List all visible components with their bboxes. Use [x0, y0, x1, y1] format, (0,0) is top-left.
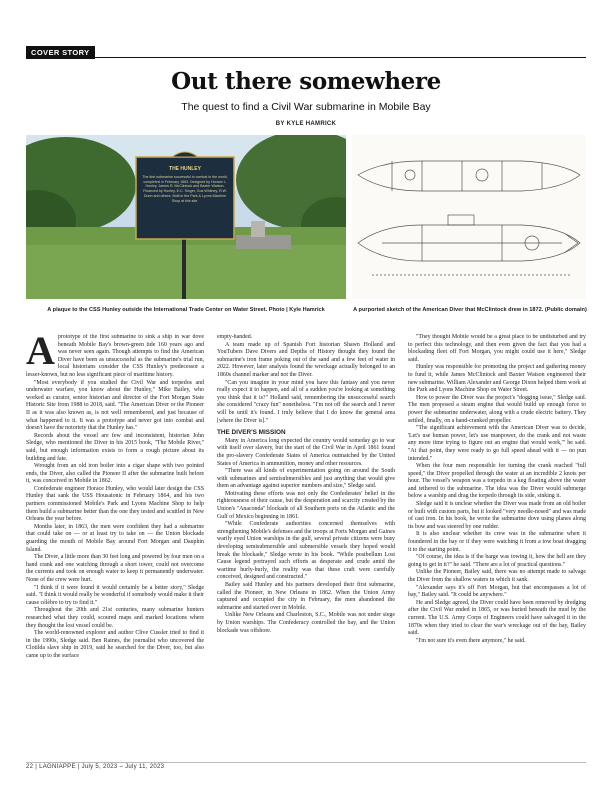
section-rule [26, 57, 586, 58]
diver-sketch [352, 135, 586, 299]
paragraph: "Alexander says it's off Fort Morgan, but that encompasses a lot of bay," Bailey said. "It could be anywhere." [408, 584, 586, 599]
paragraph: empty-handed. [217, 334, 253, 340]
paragraph: Many in America long expected the country would someday go to war with itself over slavery, but the start of the Civil War in April 1861 found the pro-slavery Confederate States of America outmatched by the United States of America in ammunition, money and other resources. [217, 437, 395, 467]
sketch-caption: A purported sketch of the American Diver that McClintock drew in 1872. (Public domain) [353, 307, 587, 313]
paragraph: The Diver, a little more than 30 feet long and powered by four men on a hand crank and one watching through a short tower, could not overcome the currents and took on enough water to keep it permanently underwater. None of the crew were hurt. [26, 554, 204, 583]
paragraph: A team made up of Spanish Fort historian Shawn Holland and YouTubers Dave Divers and Depths of History thought they found the submarine's iron frame poking out of the sand and a few feet of water in 2022. However, later analysis found the wreckage actually belonged to an 1860s channel marker and not the Diver. [217, 341, 395, 378]
column-1 [26, 334, 204, 758]
paragraph: "I think if it were found it would certainly be a better story," Sledge said. "I think it would really be wonderful if somebody would make it their cause célèbre to try to find it." [26, 584, 204, 606]
paragraph: "While Confederate authorities concerned themselves with strengthening Mobile's defenses and the troops at Forts Morgan and Gaines warily eyed Union warships in the gulf, several private citizens were busy developing semisubmersible and submersible vessels they hoped would break the blockade," Sledge wrote in his book. "While postbellum Lost Cause legend portrayed such efforts as desperate and crude amid the wartime hurly-burly, the reality was that these craft were carefully conceived, designed and constructed." [217, 521, 395, 581]
footer-rule [26, 762, 586, 763]
headline: Out there somewhere [171, 68, 441, 95]
paragraph: Throughout the 20th and 21st centuries, many submarine hunters researched what they could, scoured maps and marked locations where they thought the lost vessel could be. [26, 607, 204, 629]
paragraph: When the four men responsible for turning the crank reached "full speed," the Diver propelled through the water at an incredible 2 knots per hour. The vessel's weapon was a torpedo in a keg floating above the water and tethered to the submarine. The idea was the Diver would submerge below a warship and drag the torpedo through its side, sinking it. [408, 463, 586, 500]
paragraph: Unlike the Pioneer, Bailey said, there was no attempt made to salvage the Diver from the shallow waters in which it sank. [408, 569, 586, 583]
paragraph: "Can you imagine in your mind you have this fantasy and you never really expect it to happen, and all of a sudden you're looking at something you think that it is?" Holland said, remembering the unsuccessful search she considered "crazy fun" nonetheless. "I'm not off the search and I never will be until it's found. I truly believe that I do know the general area [where the Diver is]." [217, 379, 395, 424]
section-heading: THE DIVER'S MISSION [217, 429, 286, 437]
paragraph: "I'm not sure it's even there anymore," he said. [416, 637, 526, 644]
paragraph: Unlike New Orleans and Charleston, S.C., Mobile was not under siege by Union warships. The Confederacy controlled the bay, and the Union blockade was offshore. [217, 612, 395, 634]
paragraph: Records about the vessel are few and inconsistent, historian John Sledge, who mentioned the Diver in his 2015 book, "The Mobile River," said, but enough information exists to form a rough picture about its building and fate. [26, 432, 204, 462]
paragraph: Months later, in 1863, the men were confident they had a submarine that could take on — or at least try to take on — the Union blockade guarding the mouth of Mobile Bay around Fort Morgan and Dauphin Island. [26, 523, 204, 553]
paragraph: How to power the Diver was the project's "dogging issue," Sledge said. The men proposed a steam engine that would build up enough force to power the submarine underwater, along with a crude electric battery. They settled, finally, on a hand-cranked propeller. [408, 394, 586, 424]
paragraph: "They thought Mobile would be a great place to be undisturbed and try to perfect this technology, and then even given the fact that you had a blockading fleet off Fort Morgan, you might could use it here," Sledge said. [408, 334, 586, 363]
paragraph: "The significant achievement with the American Diver was to decide, 'Let's use human power, let's use manpower, do the crank and not waste any more time trying to figure out an engine that would work,'" he said. "At that point, they were ready to go full speed ahead with it — no pun intended." [408, 425, 586, 462]
paragraph: Confederate engineer Horace Hunley, who would later design the CSS Hunley that sank the USS Housatonic in February 1864, and his two partners commissioned Mobile's Park and Lyons Machine Shop to help them build a submarine better than the one they tested and scuttled in New Orleans the year before. [26, 485, 204, 523]
plaque-photo [26, 135, 346, 299]
paragraph: It is also unclear whether its crew was in the submarine when it foundered in the bay or if they were watching it from a tow boat dragging it to the starting point. [408, 531, 586, 553]
photo-caption: A plaque to the CSS Hunley outside the International Trade Center on Water Street. Photo | Kyle Hamrick [47, 307, 325, 313]
paragraph: Bailey said Hunley and his partners developed their first submarine, called the Pioneer, in New Orleans in 1862. When the Union Army captured and occupied the city in February, the men abandoned the submarine and started over in Mobile. [217, 582, 395, 611]
paragraph: Wrought from an old iron boiler into a cigar shape with two pointed ends, the Diver, also called the Pioneer II after the submarine built before it, was conceived in Mobile in 1862. [26, 463, 204, 485]
paragraph: Motivating these efforts was not only the Confederates' belief in the righteousness of their cause, but the desperation and scarcity created by the Union's "Anaconda" blockade of all Southern ports on the Atlantic and the Gulf of Mexico beginning in 1861. [217, 490, 395, 520]
plaque-title: THE HUNLEY [169, 166, 201, 172]
byline: BY KYLE HAMRICK [275, 121, 337, 127]
paragraph: The world-renowned explorer and author Clive Cussler tried to find it in the 1990s, Sledge said. Ben Raines, the journalist who uncovered the Clotilda slave ship in 2019, said he searched for the Diver, too, but also came up to the surface [26, 630, 204, 659]
paragraph: "Most everybody if you studied the Civil War and torpedos and underwater warfare, you know about the Hunley," Mike Bailey, who worked as curator, senior historian and director of the Fort Morgan State Historic Site from 1988 to 2018, said. "The American Diver or the Pioneer II as it was also known as, is not well remembered, and just because of what happened to it. It was a prototype and never got into combat and doesn't have the notoriety that the Hunley has." [26, 379, 204, 432]
column-2 [217, 334, 395, 758]
paragraph: "Of course, the idea is if the barge was towing it, how the hell are they going to get in it?" he said. "There are a lot of practical questions." [408, 554, 586, 568]
section-label: COVER STORY [26, 46, 95, 59]
drop-cap: A [26, 334, 55, 373]
column-3 [408, 334, 586, 758]
paragraph: Sledge said it is unclear whether the Diver was made from an old boiler or built with custom parts, but it looked "very needle-nosed" and was made of cast iron. In his book, he wrote the submarine dove using planes along its bow and was steered by one rudder. [408, 501, 586, 530]
page-footer: 22 | LAGNIAPPE | July 5, 2023 – July 11, 2023 [26, 764, 165, 770]
paragraph: Aprototype of the first submarine to sink a ship in war dove beneath Mobile Bay's brown-green tide 160 years ago and was never seen again. Though attempts to find the American Diver have been as unsuccessful as the submarine's trial run, local historians consider the CSS Hunley's predecessor a lesser-known, but no less significant piece of maritime history. [26, 334, 204, 378]
paragraph: He and Sledge agreed, the Diver could have been removed by dredging after the Civil War ended in 1865, or was buried beneath the mud by the current. The U.S. Army Corps of Engineers could have salvaged it in the 1870s when they tried to clear the war's wreckage out of the bay, Bailey said. [408, 599, 586, 637]
subheadline: The quest to find a Civil War submarine in Mobile Bay [181, 101, 431, 113]
paragraph: Hunley was responsible for promoting the project and gathering money to fund it, while James McClintock and Baxter Watson engineered their new submarine. William Alexander and George Dixon helped them work at the Park and Lyons Machine Shop on Water Street. [408, 364, 586, 394]
plaque-text: The first submarine successful in combat in the world, completed in February 1863. Designed by Horace L. Hunley, James R. McClintock and Baxter Watson. Financed by Hunley, E.C. Singer, Gus Whitney, R.W. Dunn and others. Built in the Park & Lyons Machine Shop at this site. [142, 175, 228, 203]
paragraph: "There was all kinds of experimentation going on around the South with submarines and semisubmersibles and just anything that would give them an advantage against superior numbers and size," Sledge said. [217, 468, 395, 490]
article-body [26, 334, 586, 758]
